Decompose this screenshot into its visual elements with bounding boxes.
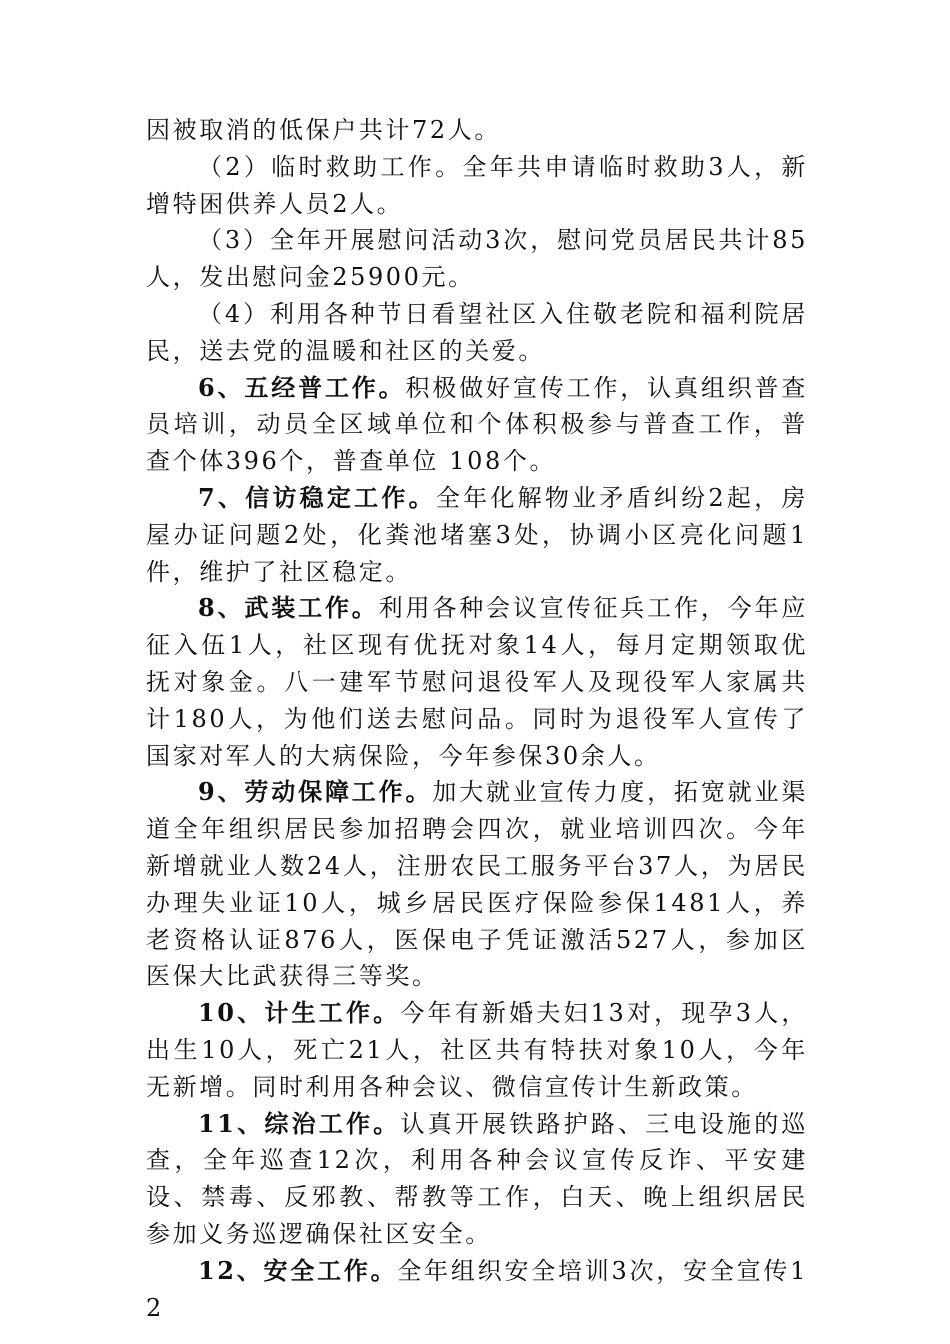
paragraph-text: 全年组织安全培训3次，安全宣传12	[146, 1256, 809, 1322]
paragraph-condolence-visits	[146, 222, 808, 296]
section-title: 11、综治工作。	[198, 1108, 401, 1138]
section-title: 12、安全工作。	[198, 1255, 398, 1285]
paragraph-text: 认真开展铁路护路、三电设施的巡查，全年巡查12次，利用各种会议宣传反诈、平安建设、禁毒、反邪教、帮教等工作，白天、晚上组织居民参加义务巡逻确保社区安全。	[146, 1109, 808, 1248]
paragraph-holiday-visits	[146, 296, 808, 370]
section-title: 8、武装工作。	[198, 593, 379, 623]
paragraph-economic-census	[146, 370, 808, 480]
paragraph-armed-forces	[146, 590, 808, 774]
paragraph-text: 利用各种会议宣传征兵工作，今年应征入伍1人，社区现有优抚对象14人，每月定期领取优抚对象金。八一建军节慰问退役军人及现役军人家属共计180人，为他们送去慰问品。同时为退役军人宣传了国家对军人的大病保险，今年参保30余人。	[146, 594, 808, 770]
paragraph-lowincome-cancelled	[146, 112, 808, 149]
paragraph-temporary-aid	[146, 149, 808, 223]
paragraph-text: 加大就业宣传力度，拓宽就业渠道全年组织居民参加招聘会四次，就业培训四次。今年新增就业人数24人，注册农民工服务平台37人，为居民办理失业证10人，城乡居民医疗保险参保1481人，养老资格认证876人，医保电子凭证激活527人，参加区医保大比武获得三等奖。	[146, 778, 808, 991]
section-title: 10、计生工作。	[198, 998, 401, 1028]
document-page	[146, 112, 808, 1326]
paragraph-labor-security	[146, 774, 808, 995]
paragraph-text: （4）利用各种节日看望社区入住敬老院和福利院居民，送去党的温暖和社区的关爱。	[146, 299, 808, 365]
paragraph-family-planning	[146, 995, 808, 1105]
paragraph-text: 因被取消的低保户共计72人。	[146, 116, 501, 144]
paragraph-safety	[146, 1253, 808, 1327]
paragraph-text: （3）全年开展慰问活动3次，慰问党员居民共计85人，发出慰问金25900元。	[146, 226, 808, 292]
paragraph-text: 今年有新婚夫妇13对，现孕3人，出生10人，死亡21人，社区共有特扶对象10人，今年无新增。同时利用各种会议、微信宣传计生新政策。	[146, 999, 808, 1101]
section-title: 6、五经普工作。	[198, 372, 406, 402]
section-title: 7、信访稳定工作。	[198, 482, 436, 512]
paragraph-text: 积极做好宣传工作，认真组织普查员培训，动员全区域单位和个体积极参与普查工作，普查个体396个，普查单位 108个。	[146, 373, 808, 476]
paragraph-text: （2）临时救助工作。全年共申请临时救助3人，新增特困供养人员2人。	[146, 152, 808, 218]
paragraph-petition-stability	[146, 480, 808, 590]
section-title: 9、劳动保障工作。	[198, 777, 433, 807]
paragraph-text: 全年化解物业矛盾纠纷2起，房屋办证问题2处，化粪池堵塞3处，协调小区亮化问题1件，维护了社区稳定。	[146, 483, 808, 586]
paragraph-public-order	[146, 1106, 808, 1253]
